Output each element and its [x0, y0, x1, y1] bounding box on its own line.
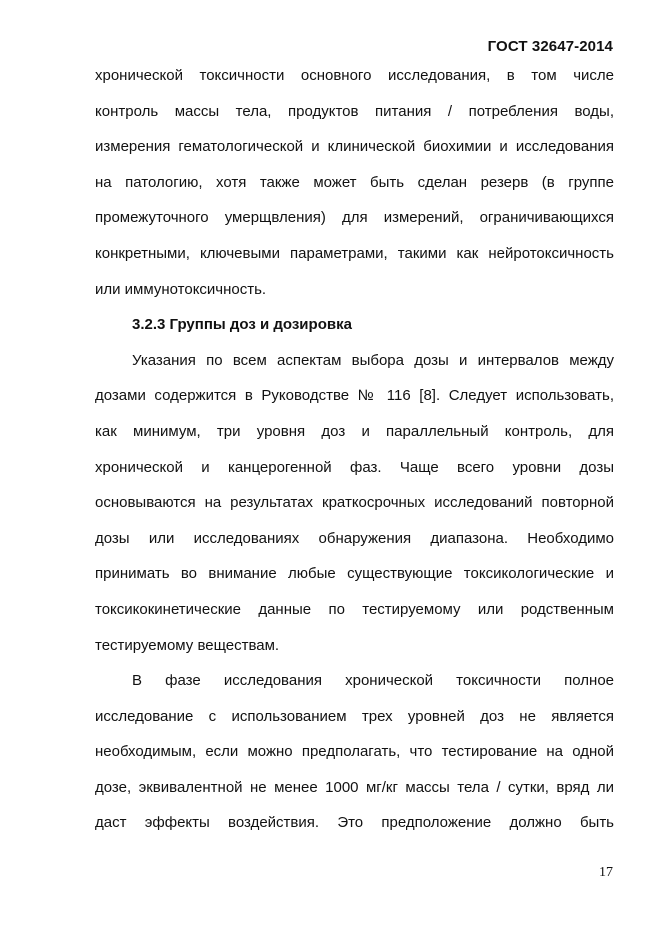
body-line: тестируемому веществам. [95, 636, 280, 654]
body-line: промежуточного умерщвления) для измерений, ограничивающихся [95, 209, 614, 227]
body-line: или иммунотоксичность. [95, 280, 267, 298]
body-line: дозами содержится в Руководстве № 116 [8]. Следует использовать, [95, 387, 614, 405]
page-number: 17 [599, 865, 613, 880]
section-heading: 3.2.3 Группы доз и дозировка [132, 316, 352, 334]
body-line: исследование с использованием трех уровней доз не является [95, 707, 614, 725]
body-line: хронической токсичности основного исследования, в том числе [95, 67, 614, 84]
body-line: на патологию, хотя также может быть сделан резерв (в группе [95, 173, 614, 191]
document-standard-header: ГОСТ 32647-2014 [487, 38, 613, 55]
body-line: токсикокинетические данные по тестируемому или родственным [95, 600, 614, 618]
body-line: необходимым, если можно предполагать, что тестирование на одной [95, 743, 614, 761]
body-line: хронической и канцерогенной фаз. Чаще всего уровни дозы [95, 458, 614, 476]
body-line: принимать во внимание любые существующие токсикологические и [95, 565, 614, 583]
body-line: дозе, эквивалентной не менее 1000 мг/кг массы тела / сутки, вряд ли [95, 778, 614, 796]
document-body [95, 58, 614, 841]
body-line: даст эффекты воздействия. Это предположение должно быть [95, 814, 614, 832]
body-line: конкретными, ключевыми параметрами, такими как нейротоксичность [95, 244, 614, 262]
paragraph-first-line: Указания по всем аспектам выбора дозы и интервалов между [132, 351, 614, 369]
body-line: измерения гематологической и клинической биохимии и исследования [95, 138, 614, 156]
paragraph-first-line: В фазе исследования хронической токсичности полное [132, 672, 614, 690]
body-line: основываются на результатах краткосрочных исследований повторной [95, 494, 614, 512]
body-line: дозы или исследованиях обнаружения диапазона. Необходимо [95, 529, 614, 547]
body-line: как минимум, три уровня доз и параллельный контроль, для [95, 422, 614, 440]
body-line: контроль массы тела, продуктов питания / потребления воды, [95, 102, 614, 120]
